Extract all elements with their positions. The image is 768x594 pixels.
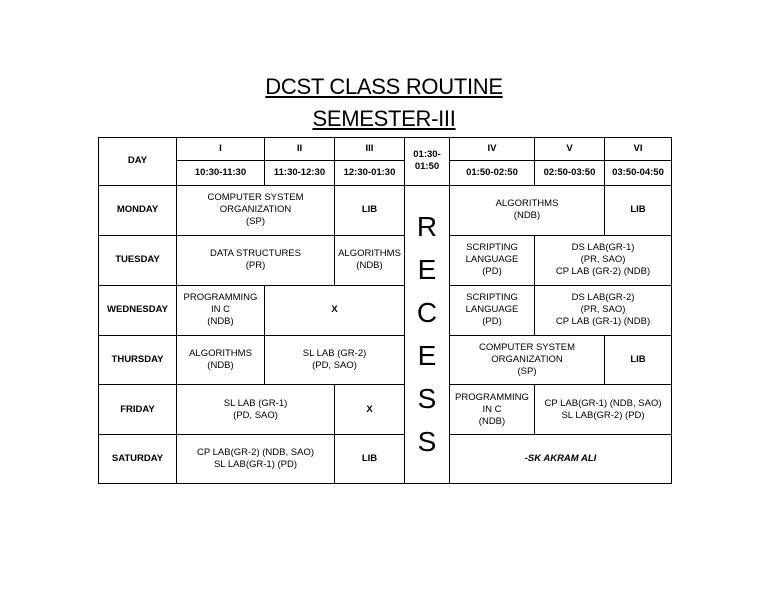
day-label: TUESDAY	[99, 236, 177, 286]
class-cell: ALGORITHMS (NDB)	[335, 236, 405, 286]
period-time: 03:50-04:50	[605, 161, 672, 185]
routine-title: DCST CLASS ROUTINE	[265, 74, 503, 99]
author-signature: -SK AKRAM ALI	[450, 435, 672, 484]
class-cell: CP LAB(GR-1) (NDB, SAO) SL LAB(GR-2) (PD)	[535, 384, 672, 435]
day-label: THURSDAY	[99, 336, 177, 385]
recess-column	[405, 185, 450, 483]
class-cell: COMPUTER SYSTEM ORGANIZATION (SP)	[177, 185, 335, 236]
period-header: II	[265, 138, 335, 161]
day-label: MONDAY	[99, 185, 177, 236]
class-cell: LIB	[335, 185, 405, 236]
recess-letter: E	[417, 254, 437, 286]
period-header: IV	[450, 138, 535, 161]
period-header: III	[335, 138, 405, 161]
class-cell: DS LAB(GR-1) (PR, SAO) CP LAB (GR-2) (NDB)	[535, 236, 672, 286]
recess-letter: S	[417, 426, 437, 458]
class-cell: SCRIPTING LANGUAGE (PD)	[450, 285, 535, 336]
class-cell: X	[265, 285, 405, 336]
routine-table	[98, 137, 672, 484]
class-cell: X	[335, 384, 405, 435]
period-time: 12:30-01:30	[335, 161, 405, 185]
class-cell: DS LAB(GR-2) (PR, SAO) CP LAB (GR-1) (NDB)	[535, 285, 672, 336]
recess-letter: R	[416, 211, 438, 243]
class-cell: LIB	[605, 185, 672, 236]
day-header: DAY	[99, 138, 177, 186]
period-time: 10:30-11:30	[177, 161, 265, 185]
class-cell: ALGORITHMS (NDB)	[450, 185, 605, 236]
period-header: VI	[605, 138, 672, 161]
class-cell: SL LAB (GR-1) (PD, SAO)	[177, 384, 335, 435]
day-label: SATURDAY	[99, 435, 177, 484]
class-cell: PROGRAMMING IN C (NDB)	[450, 384, 535, 435]
period-time: 02:50-03:50	[535, 161, 605, 185]
day-label: WEDNESDAY	[99, 285, 177, 336]
class-cell: ALGORITHMS (NDB)	[177, 336, 265, 385]
period-time: 11:30-12:30	[265, 161, 335, 185]
day-label: FRIDAY	[99, 384, 177, 435]
semester-title: SEMESTER-III	[312, 106, 456, 131]
class-cell: COMPUTER SYSTEM ORGANIZATION (SP)	[450, 336, 605, 385]
class-cell: LIB	[335, 435, 405, 484]
recess-letter: E	[417, 340, 437, 372]
period-header: I	[177, 138, 265, 161]
recess-letter: S	[417, 383, 437, 415]
class-cell: CP LAB(GR-2) (NDB, SAO) SL LAB(GR-1) (PD)	[177, 435, 335, 484]
period-header: V	[535, 138, 605, 161]
break-time: 01:30- 01:50	[405, 138, 450, 186]
class-cell: LIB	[605, 336, 672, 385]
class-cell: DATA STRUCTURES (PR)	[177, 236, 335, 286]
class-cell: SCRIPTING LANGUAGE (PD)	[450, 236, 535, 286]
recess-letter: C	[416, 297, 438, 329]
period-time: 01:50-02:50	[450, 161, 535, 185]
class-cell: PROGRAMMING IN C (NDB)	[177, 285, 265, 336]
class-cell: SL LAB (GR-2) (PD, SAO)	[265, 336, 405, 385]
